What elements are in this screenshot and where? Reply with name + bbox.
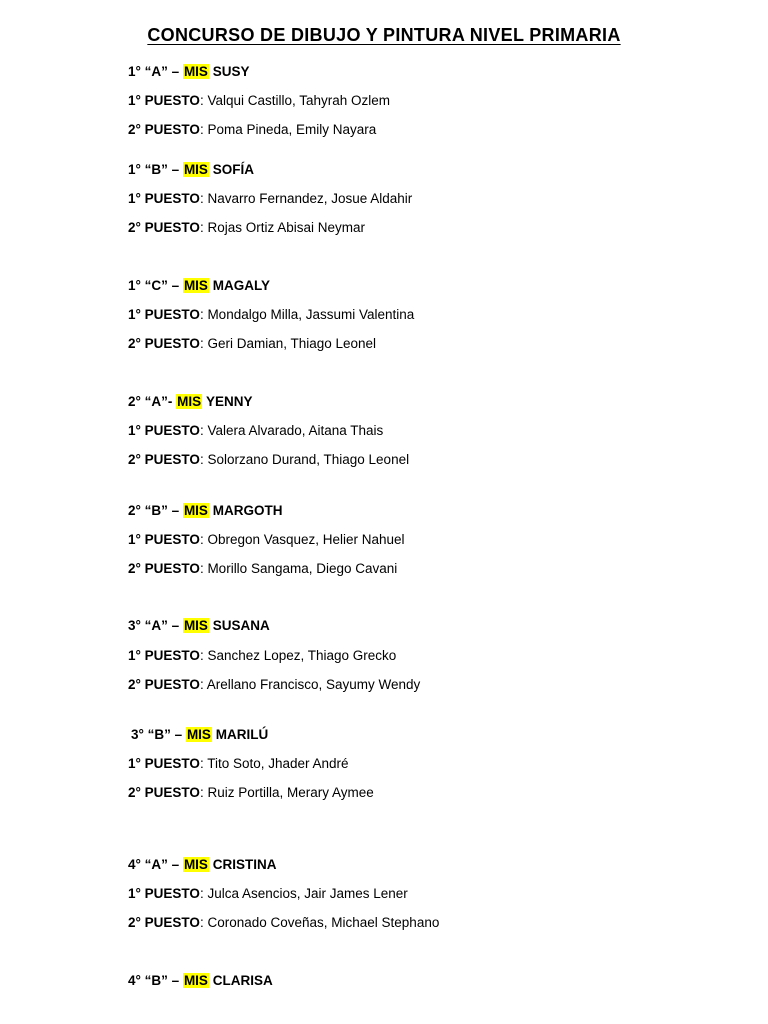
- second-place-row: [128, 219, 365, 237]
- student-name: : Valqui Castillo, Tahyrah Ozlem: [199, 93, 391, 108]
- student-name: : Obregon Vasquez, Helier Nahuel: [199, 532, 405, 547]
- section-header: [128, 393, 252, 411]
- teacher-name: CRISTINA: [212, 857, 277, 872]
- section-header: [128, 63, 249, 81]
- document-title: CONCURSO DE DIBUJO Y PINTURA NIVEL PRIMARIA: [147, 25, 621, 45]
- second-place-row: [128, 121, 376, 139]
- grade-label: 1° “C” –: [128, 278, 180, 293]
- mis-highlight: MIS: [183, 503, 208, 518]
- student-name: : Julca Asencios, Jair James Lener: [199, 886, 408, 901]
- teacher-name: SUSANA: [212, 618, 270, 633]
- first-place-row: [128, 190, 412, 208]
- first-place-row: [128, 422, 383, 440]
- grade-label: 1° “B” –: [128, 162, 180, 177]
- student-name: : Rojas Ortiz Abisai Neymar: [199, 220, 365, 235]
- mis-highlight: MIS: [183, 618, 208, 633]
- student-name: : Arellano Francisco, Sayumy Wendy: [199, 677, 421, 692]
- place-label: 2° PUESTO: [128, 122, 200, 137]
- place-label: 1° PUESTO: [128, 423, 200, 438]
- place-label: 2° PUESTO: [128, 561, 200, 576]
- second-place-row: [128, 676, 420, 694]
- first-place-row: [128, 647, 396, 665]
- place-label: 2° PUESTO: [128, 677, 200, 692]
- second-place-row: [128, 451, 409, 469]
- place-label: 2° PUESTO: [128, 220, 200, 235]
- mis-highlight: MIS: [183, 64, 208, 79]
- place-label: 1° PUESTO: [128, 886, 200, 901]
- first-place-row: [128, 885, 408, 903]
- teacher-name: SUSY: [212, 64, 250, 79]
- teacher-name: MAGALY: [212, 278, 270, 293]
- mis-highlight: MIS: [186, 727, 211, 742]
- mis-highlight: MIS: [177, 394, 202, 409]
- second-place-row: [128, 784, 374, 802]
- section-header: [128, 972, 273, 990]
- place-label: 2° PUESTO: [128, 785, 200, 800]
- place-label: 2° PUESTO: [128, 336, 200, 351]
- student-name: : Geri Damian, Thiago Leonel: [199, 336, 377, 351]
- student-name: : Navarro Fernandez, Josue Aldahir: [199, 191, 413, 206]
- place-label: 1° PUESTO: [128, 191, 200, 206]
- section-header: [128, 502, 282, 520]
- mis-highlight: MIS: [183, 973, 208, 988]
- student-name: : Coronado Coveñas, Michael Stephano: [199, 915, 440, 930]
- grade-label: 2° “A”-: [128, 394, 173, 409]
- section-header: [128, 161, 254, 179]
- first-place-row: [128, 306, 414, 324]
- teacher-name: CLARISA: [212, 973, 273, 988]
- student-name: : Tito Soto, Jhader André: [199, 756, 349, 771]
- mis-highlight: MIS: [183, 162, 208, 177]
- place-label: 1° PUESTO: [128, 307, 200, 322]
- grade-label: 3° “B” –: [131, 727, 183, 742]
- grade-label: 4° “B” –: [128, 973, 180, 988]
- section-header: [128, 277, 270, 295]
- place-label: 1° PUESTO: [128, 93, 200, 108]
- second-place-row: [128, 335, 376, 353]
- mis-highlight: MIS: [183, 857, 208, 872]
- section-header: [128, 856, 276, 874]
- mis-highlight: MIS: [183, 278, 208, 293]
- place-label: 2° PUESTO: [128, 452, 200, 467]
- place-label: 2° PUESTO: [128, 915, 200, 930]
- first-place-row: [128, 531, 405, 549]
- student-name: : Mondalgo Milla, Jassumi Valentina: [199, 307, 415, 322]
- second-place-row: [128, 560, 397, 578]
- student-name: : Ruiz Portilla, Merary Aymee: [199, 785, 374, 800]
- first-place-row: [128, 92, 390, 110]
- teacher-name: SOFÍA: [212, 162, 254, 177]
- grade-label: 4° “A” –: [128, 857, 180, 872]
- place-label: 1° PUESTO: [128, 532, 200, 547]
- second-place-row: [128, 914, 439, 932]
- first-place-row: [128, 755, 349, 773]
- student-name: : Poma Pineda, Emily Nayara: [199, 122, 377, 137]
- teacher-name: MARILÚ: [215, 727, 269, 742]
- student-name: : Morillo Sangama, Diego Cavani: [199, 561, 398, 576]
- teacher-name: MARGOTH: [212, 503, 283, 518]
- student-name: : Valera Alvarado, Aitana Thais: [199, 423, 384, 438]
- place-label: 1° PUESTO: [128, 648, 200, 663]
- student-name: : Sanchez Lopez, Thiago Grecko: [199, 648, 397, 663]
- teacher-name: YENNY: [205, 394, 253, 409]
- place-label: 1° PUESTO: [128, 756, 200, 771]
- section-header: [128, 617, 270, 635]
- section-header: [131, 726, 268, 744]
- grade-label: 3° “A” –: [128, 618, 180, 633]
- student-name: : Solorzano Durand, Thiago Leonel: [199, 452, 410, 467]
- grade-label: 1° “A” –: [128, 64, 180, 79]
- grade-label: 2° “B” –: [128, 503, 180, 518]
